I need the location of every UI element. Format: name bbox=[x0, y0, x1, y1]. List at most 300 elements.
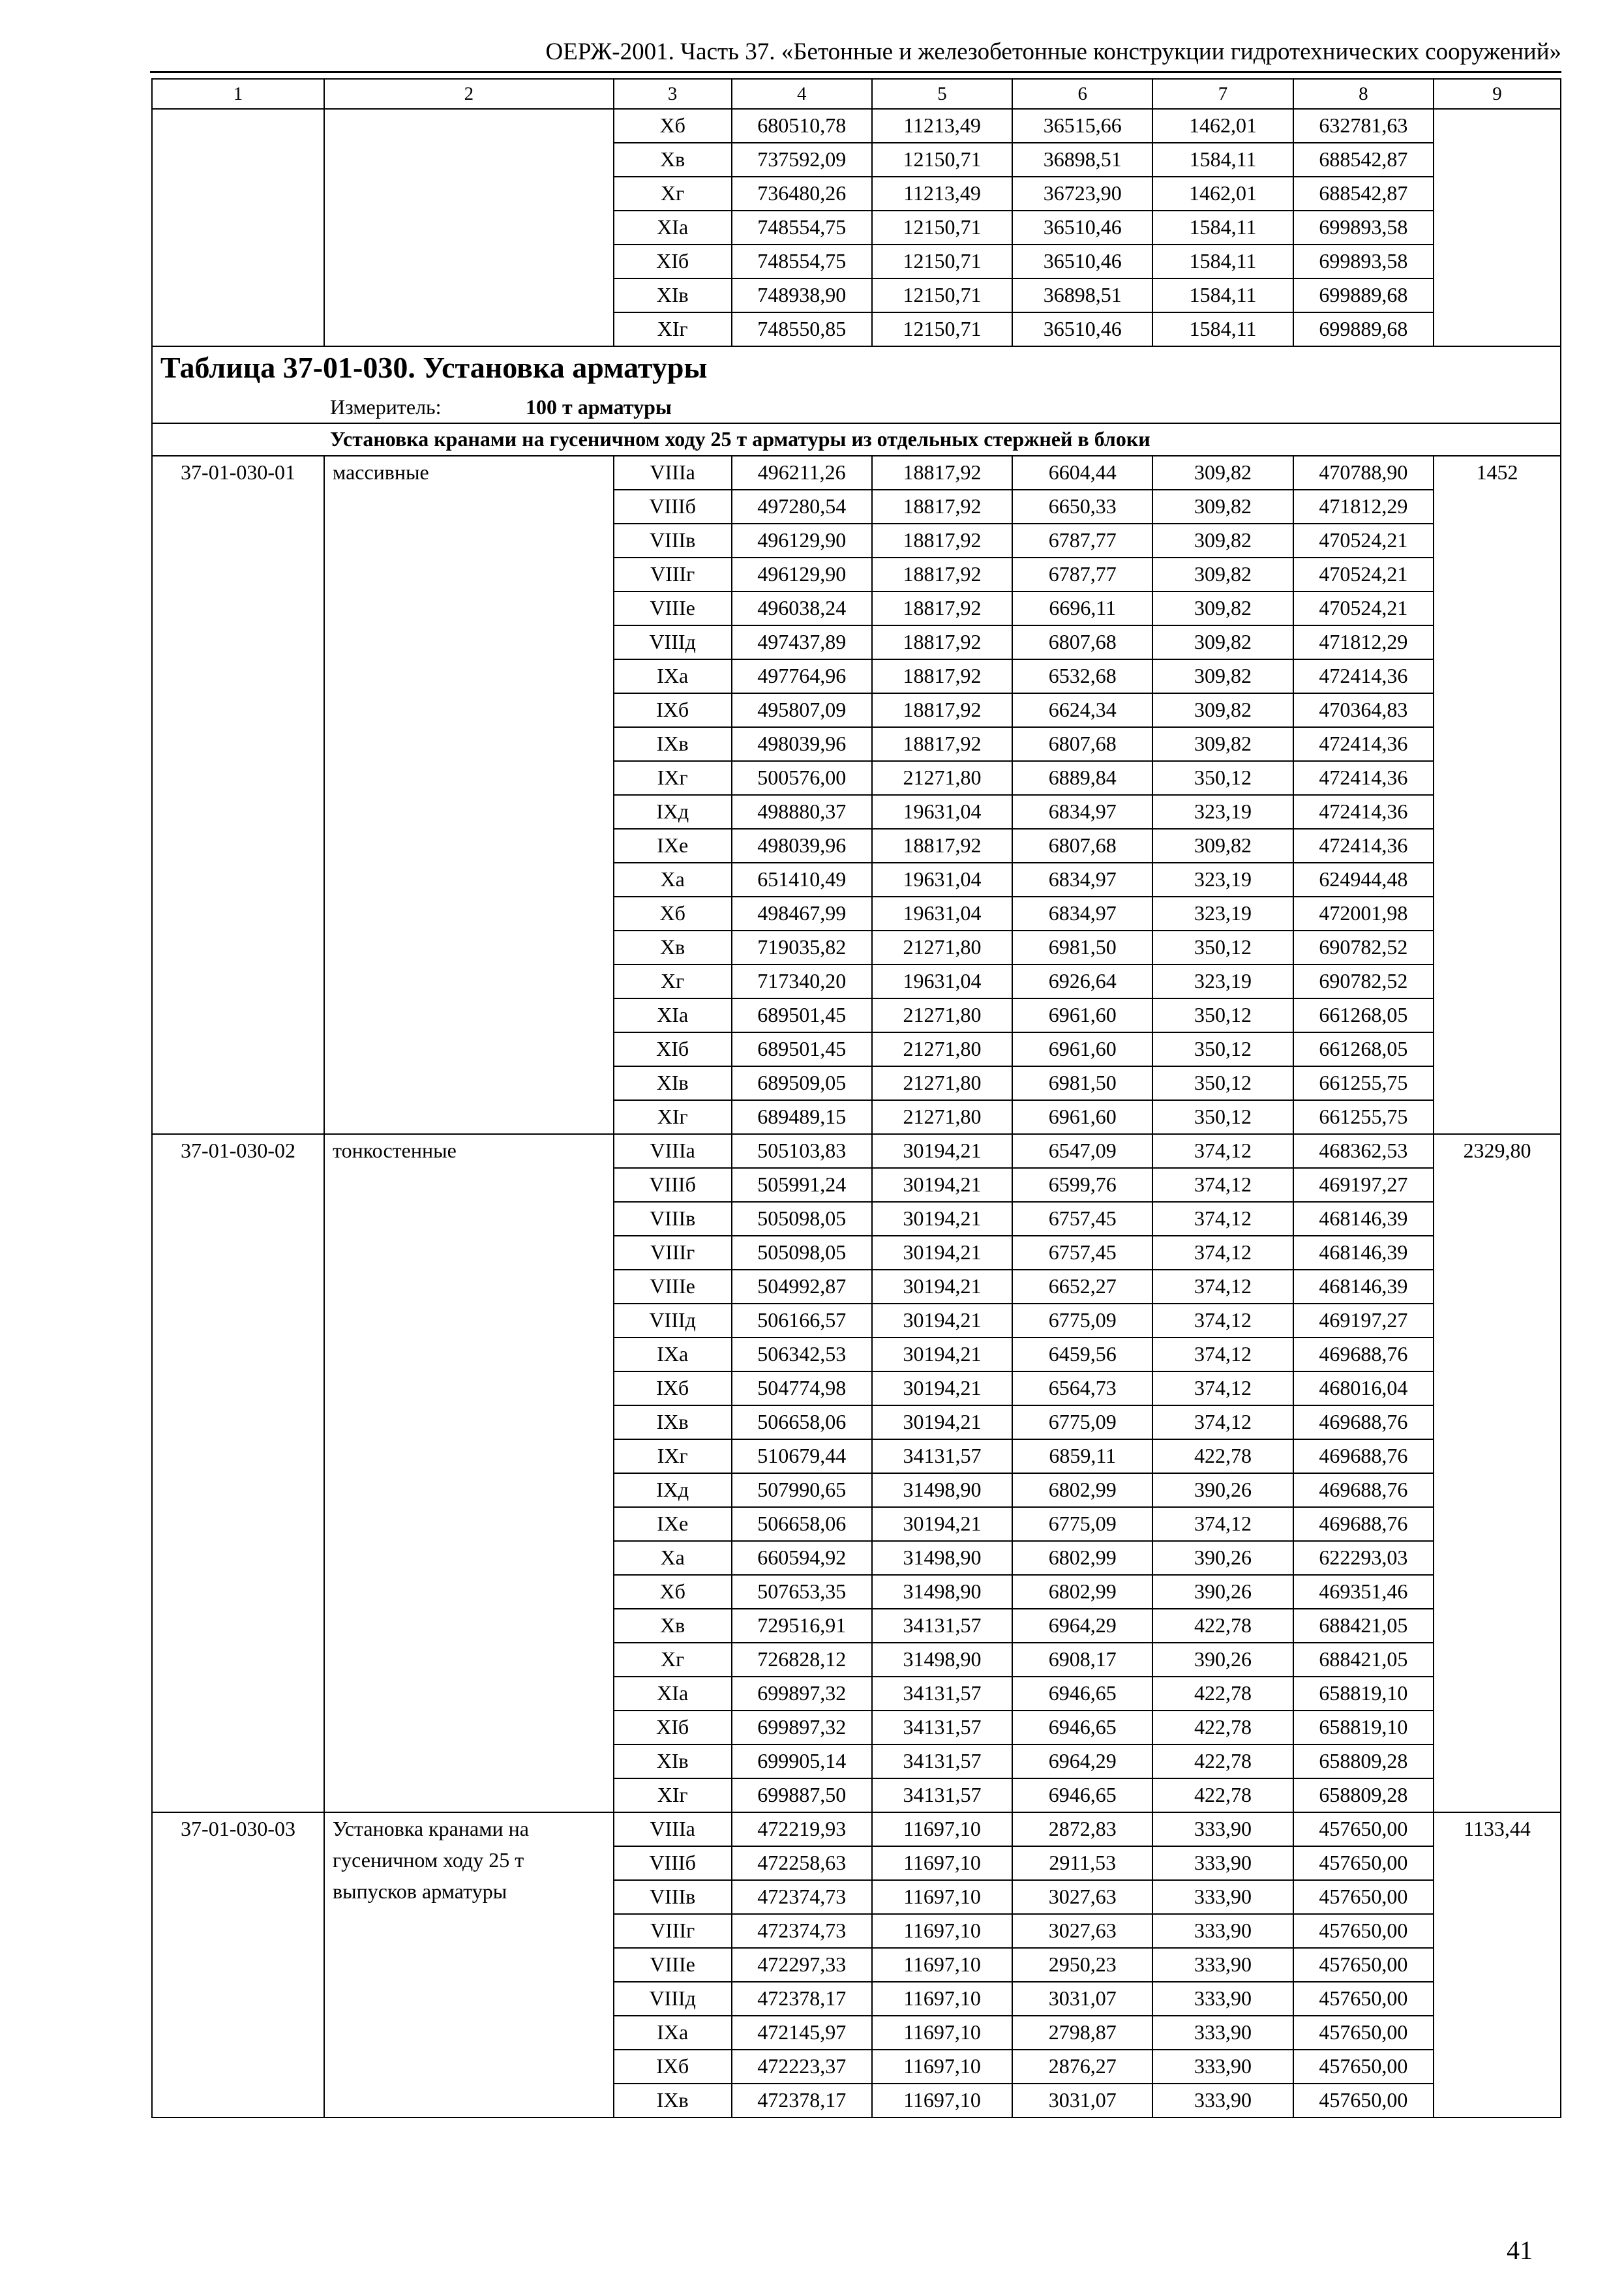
value-cell: 699887,50 bbox=[732, 1778, 872, 1812]
value-cell: 6908,17 bbox=[1012, 1643, 1152, 1677]
rates-table bbox=[151, 78, 1561, 2118]
value-cell: 6757,45 bbox=[1012, 1202, 1152, 1236]
name-cell bbox=[324, 109, 614, 346]
value-cell: 30194,21 bbox=[872, 1270, 1012, 1304]
column-number-cell: 4 bbox=[732, 79, 872, 109]
zone-cell: VIIIа bbox=[614, 1812, 732, 1846]
zone-cell: ХIб bbox=[614, 1711, 732, 1744]
value-cell: 30194,21 bbox=[872, 1168, 1012, 1202]
value-cell: 472414,36 bbox=[1293, 727, 1434, 761]
value-cell: 31498,90 bbox=[872, 1541, 1012, 1575]
col9-cell: 1452 bbox=[1434, 456, 1561, 1134]
zone-cell: ХIг bbox=[614, 1778, 732, 1812]
value-cell: 11213,49 bbox=[872, 109, 1012, 143]
value-cell: 457650,00 bbox=[1293, 1812, 1434, 1846]
value-cell: 6859,11 bbox=[1012, 1439, 1152, 1473]
value-cell: 309,82 bbox=[1152, 490, 1293, 524]
value-cell: 469688,76 bbox=[1293, 1507, 1434, 1541]
value-cell: 350,12 bbox=[1152, 1032, 1293, 1066]
value-cell: 688542,87 bbox=[1293, 143, 1434, 177]
value-cell: 496211,26 bbox=[732, 456, 872, 490]
value-cell: 472145,97 bbox=[732, 2016, 872, 2050]
value-cell: 309,82 bbox=[1152, 591, 1293, 625]
zone-cell: VIIIг bbox=[614, 1914, 732, 1948]
value-cell: 1584,11 bbox=[1152, 245, 1293, 278]
value-cell: 18817,92 bbox=[872, 490, 1012, 524]
value-cell: 422,78 bbox=[1152, 1778, 1293, 1812]
value-cell: 11697,10 bbox=[872, 2050, 1012, 2084]
value-cell: 34131,57 bbox=[872, 1677, 1012, 1711]
value-cell: 6926,64 bbox=[1012, 965, 1152, 998]
section-title: Установка кранами на гусеничном ходу 25 т арматуры из отдельных стержней в блоки bbox=[152, 423, 1561, 456]
zone-cell: IХе bbox=[614, 829, 732, 863]
value-cell: 498039,96 bbox=[732, 727, 872, 761]
value-cell: 390,26 bbox=[1152, 1541, 1293, 1575]
value-cell: 689509,05 bbox=[732, 1066, 872, 1100]
value-cell: 472414,36 bbox=[1293, 761, 1434, 795]
value-cell: 699897,32 bbox=[732, 1677, 872, 1711]
value-cell: 11213,49 bbox=[872, 177, 1012, 211]
table-row bbox=[152, 456, 1561, 490]
value-cell: 457650,00 bbox=[1293, 1846, 1434, 1880]
value-cell: 18817,92 bbox=[872, 524, 1012, 558]
value-cell: 468146,39 bbox=[1293, 1236, 1434, 1270]
value-cell: 6981,50 bbox=[1012, 931, 1152, 965]
value-cell: 6802,99 bbox=[1012, 1473, 1152, 1507]
value-cell: 472378,17 bbox=[732, 2084, 872, 2117]
value-cell: 2876,27 bbox=[1012, 2050, 1152, 2084]
value-cell: 472223,37 bbox=[732, 2050, 872, 2084]
value-cell: 422,78 bbox=[1152, 1609, 1293, 1643]
value-cell: 11697,10 bbox=[872, 2016, 1012, 2050]
value-cell: 6946,65 bbox=[1012, 1711, 1152, 1744]
value-cell: 11697,10 bbox=[872, 1914, 1012, 1948]
value-cell: 374,12 bbox=[1152, 1202, 1293, 1236]
value-cell: 500576,00 bbox=[732, 761, 872, 795]
column-number-cell: 6 bbox=[1012, 79, 1152, 109]
value-cell: 333,90 bbox=[1152, 1948, 1293, 1982]
table-row bbox=[152, 1812, 1561, 1846]
value-cell: 497764,96 bbox=[732, 659, 872, 693]
value-cell: 468016,04 bbox=[1293, 1371, 1434, 1405]
value-cell: 6696,11 bbox=[1012, 591, 1152, 625]
value-cell: 422,78 bbox=[1152, 1744, 1293, 1778]
value-cell: 651410,49 bbox=[732, 863, 872, 897]
value-cell: 469197,27 bbox=[1293, 1304, 1434, 1338]
table-body bbox=[152, 79, 1561, 2117]
value-cell: 457650,00 bbox=[1293, 1948, 1434, 1982]
value-cell: 3027,63 bbox=[1012, 1880, 1152, 1914]
value-cell: 6787,77 bbox=[1012, 524, 1152, 558]
column-number-cell: 3 bbox=[614, 79, 732, 109]
table-row bbox=[152, 109, 1561, 143]
value-cell: 1584,11 bbox=[1152, 312, 1293, 346]
value-cell: 457650,00 bbox=[1293, 1982, 1434, 2016]
zone-cell: IХе bbox=[614, 1507, 732, 1541]
value-cell: 333,90 bbox=[1152, 2050, 1293, 2084]
value-cell: 690782,52 bbox=[1293, 965, 1434, 998]
value-cell: 699893,58 bbox=[1293, 211, 1434, 245]
value-cell: 506342,53 bbox=[732, 1338, 872, 1371]
value-cell: 21271,80 bbox=[872, 998, 1012, 1032]
value-cell: 468146,39 bbox=[1293, 1270, 1434, 1304]
value-cell: 374,12 bbox=[1152, 1405, 1293, 1439]
value-cell: 6757,45 bbox=[1012, 1236, 1152, 1270]
column-number-cell: 9 bbox=[1434, 79, 1561, 109]
zone-cell: Хб bbox=[614, 1575, 732, 1609]
column-number-cell: 5 bbox=[872, 79, 1012, 109]
column-number-row bbox=[152, 79, 1561, 109]
value-cell: 21271,80 bbox=[872, 761, 1012, 795]
value-cell: 6459,56 bbox=[1012, 1338, 1152, 1371]
zone-cell: Хв bbox=[614, 931, 732, 965]
value-cell: 390,26 bbox=[1152, 1643, 1293, 1677]
value-cell: 689501,45 bbox=[732, 1032, 872, 1066]
value-cell: 309,82 bbox=[1152, 625, 1293, 659]
value-cell: 6981,50 bbox=[1012, 1066, 1152, 1100]
value-cell: 470788,90 bbox=[1293, 456, 1434, 490]
col9-cell: 2329,80 bbox=[1434, 1134, 1561, 1812]
value-cell: 497280,54 bbox=[732, 490, 872, 524]
value-cell: 18817,92 bbox=[872, 625, 1012, 659]
value-cell: 1584,11 bbox=[1152, 278, 1293, 312]
value-cell: 469688,76 bbox=[1293, 1338, 1434, 1371]
value-cell: 6802,99 bbox=[1012, 1575, 1152, 1609]
zone-cell: IХа bbox=[614, 659, 732, 693]
value-cell: 6889,84 bbox=[1012, 761, 1152, 795]
measurer-value: 100 т арматуры bbox=[526, 395, 672, 419]
value-cell: 19631,04 bbox=[872, 897, 1012, 931]
value-cell: 6775,09 bbox=[1012, 1304, 1152, 1338]
value-cell: 469688,76 bbox=[1293, 1473, 1434, 1507]
value-cell: 748554,75 bbox=[732, 211, 872, 245]
value-cell: 661255,75 bbox=[1293, 1100, 1434, 1134]
value-cell: 350,12 bbox=[1152, 998, 1293, 1032]
value-cell: 748554,75 bbox=[732, 245, 872, 278]
zone-cell: VIIIе bbox=[614, 1270, 732, 1304]
value-cell: 374,12 bbox=[1152, 1304, 1293, 1338]
zone-cell: ХIв bbox=[614, 1066, 732, 1100]
value-cell: 6652,27 bbox=[1012, 1270, 1152, 1304]
zone-cell: VIIIв bbox=[614, 1880, 732, 1914]
value-cell: 6961,60 bbox=[1012, 1032, 1152, 1066]
value-cell: 374,12 bbox=[1152, 1338, 1293, 1371]
value-cell: 472414,36 bbox=[1293, 795, 1434, 829]
value-cell: 21271,80 bbox=[872, 1100, 1012, 1134]
value-cell: 21271,80 bbox=[872, 1032, 1012, 1066]
value-cell: 470364,83 bbox=[1293, 693, 1434, 727]
zone-cell: VIIIд bbox=[614, 625, 732, 659]
measurer-label: Измеритель: bbox=[330, 395, 442, 419]
value-cell: 507653,35 bbox=[732, 1575, 872, 1609]
value-cell: 12150,71 bbox=[872, 245, 1012, 278]
code-cell bbox=[152, 109, 324, 346]
value-cell: 31498,90 bbox=[872, 1575, 1012, 1609]
header-rule bbox=[150, 71, 1561, 73]
value-cell: 504774,98 bbox=[732, 1371, 872, 1405]
value-cell: 11697,10 bbox=[872, 2084, 1012, 2117]
zone-cell: ХIб bbox=[614, 1032, 732, 1066]
zone-cell: VIIIб bbox=[614, 1168, 732, 1202]
value-cell: 350,12 bbox=[1152, 761, 1293, 795]
code-cell: 37-01-030-02 bbox=[152, 1134, 324, 1812]
value-cell: 374,12 bbox=[1152, 1507, 1293, 1541]
value-cell: 6964,29 bbox=[1012, 1744, 1152, 1778]
value-cell: 699893,58 bbox=[1293, 245, 1434, 278]
value-cell: 457650,00 bbox=[1293, 2016, 1434, 2050]
value-cell: 34131,57 bbox=[872, 1778, 1012, 1812]
value-cell: 34131,57 bbox=[872, 1439, 1012, 1473]
value-cell: 505103,83 bbox=[732, 1134, 872, 1168]
value-cell: 6547,09 bbox=[1012, 1134, 1152, 1168]
zone-cell: Хг bbox=[614, 177, 732, 211]
zone-cell: IХа bbox=[614, 2016, 732, 2050]
value-cell: 472001,98 bbox=[1293, 897, 1434, 931]
value-cell: 18817,92 bbox=[872, 693, 1012, 727]
value-cell: 469351,46 bbox=[1293, 1575, 1434, 1609]
value-cell: 737592,09 bbox=[732, 143, 872, 177]
value-cell: 6961,60 bbox=[1012, 1100, 1152, 1134]
value-cell: 18817,92 bbox=[872, 659, 1012, 693]
column-number-cell: 1 bbox=[152, 79, 324, 109]
value-cell: 11697,10 bbox=[872, 1846, 1012, 1880]
value-cell: 689489,15 bbox=[732, 1100, 872, 1134]
table-row bbox=[152, 1134, 1561, 1168]
zone-cell: Хв bbox=[614, 143, 732, 177]
zone-cell: ХIг bbox=[614, 1100, 732, 1134]
code-cell: 37-01-030-01 bbox=[152, 456, 324, 1134]
value-cell: 498880,37 bbox=[732, 795, 872, 829]
value-cell: 2911,53 bbox=[1012, 1846, 1152, 1880]
value-cell: 1584,11 bbox=[1152, 143, 1293, 177]
value-cell: 470524,21 bbox=[1293, 524, 1434, 558]
value-cell: 1584,11 bbox=[1152, 211, 1293, 245]
value-cell: 6946,65 bbox=[1012, 1778, 1152, 1812]
value-cell: 457650,00 bbox=[1293, 1880, 1434, 1914]
zone-cell: VIIIа bbox=[614, 456, 732, 490]
measurer-cell bbox=[152, 393, 1561, 423]
value-cell: 699905,14 bbox=[732, 1744, 872, 1778]
value-cell: 3027,63 bbox=[1012, 1914, 1152, 1948]
value-cell: 457650,00 bbox=[1293, 2050, 1434, 2084]
value-cell: 374,12 bbox=[1152, 1236, 1293, 1270]
value-cell: 699889,68 bbox=[1293, 312, 1434, 346]
value-cell: 497437,89 bbox=[732, 625, 872, 659]
value-cell: 6834,97 bbox=[1012, 897, 1152, 931]
zone-cell: Хг bbox=[614, 1643, 732, 1677]
value-cell: 30194,21 bbox=[872, 1304, 1012, 1338]
zone-cell: IХд bbox=[614, 1473, 732, 1507]
value-cell: 6807,68 bbox=[1012, 625, 1152, 659]
value-cell: 333,90 bbox=[1152, 1914, 1293, 1948]
value-cell: 390,26 bbox=[1152, 1575, 1293, 1609]
value-cell: 472374,73 bbox=[732, 1880, 872, 1914]
zone-cell: ХIа bbox=[614, 1677, 732, 1711]
zone-cell: ХIа bbox=[614, 998, 732, 1032]
value-cell: 30194,21 bbox=[872, 1134, 1012, 1168]
value-cell: 6650,33 bbox=[1012, 490, 1152, 524]
value-cell: 624944,48 bbox=[1293, 863, 1434, 897]
zone-cell: VIIIг bbox=[614, 1236, 732, 1270]
value-cell: 21271,80 bbox=[872, 1066, 1012, 1100]
value-cell: 507990,65 bbox=[732, 1473, 872, 1507]
zone-cell: VIIIг bbox=[614, 558, 732, 591]
value-cell: 717340,20 bbox=[732, 965, 872, 998]
value-cell: 422,78 bbox=[1152, 1439, 1293, 1473]
zone-cell: IХа bbox=[614, 1338, 732, 1371]
value-cell: 36510,46 bbox=[1012, 312, 1152, 346]
column-number-cell: 8 bbox=[1293, 79, 1434, 109]
value-cell: 309,82 bbox=[1152, 524, 1293, 558]
value-cell: 18817,92 bbox=[872, 829, 1012, 863]
value-cell: 6599,76 bbox=[1012, 1168, 1152, 1202]
zone-cell: IХг bbox=[614, 761, 732, 795]
zone-cell: Ха bbox=[614, 863, 732, 897]
value-cell: 622293,03 bbox=[1293, 1541, 1434, 1575]
value-cell: 472258,63 bbox=[732, 1846, 872, 1880]
value-cell: 498467,99 bbox=[732, 897, 872, 931]
value-cell: 498039,96 bbox=[732, 829, 872, 863]
value-cell: 1462,01 bbox=[1152, 177, 1293, 211]
value-cell: 496038,24 bbox=[732, 591, 872, 625]
value-cell: 6604,44 bbox=[1012, 456, 1152, 490]
value-cell: 30194,21 bbox=[872, 1202, 1012, 1236]
value-cell: 472219,93 bbox=[732, 1812, 872, 1846]
zone-cell: IХб bbox=[614, 2050, 732, 2084]
value-cell: 469688,76 bbox=[1293, 1405, 1434, 1439]
value-cell: 350,12 bbox=[1152, 931, 1293, 965]
value-cell: 6964,29 bbox=[1012, 1609, 1152, 1643]
zone-cell: IХб bbox=[614, 1371, 732, 1405]
zone-cell: IХг bbox=[614, 1439, 732, 1473]
name-cell: массивные bbox=[324, 456, 614, 1134]
value-cell: 374,12 bbox=[1152, 1134, 1293, 1168]
value-cell: 350,12 bbox=[1152, 1066, 1293, 1100]
value-cell: 469197,27 bbox=[1293, 1168, 1434, 1202]
value-cell: 309,82 bbox=[1152, 693, 1293, 727]
value-cell: 6624,34 bbox=[1012, 693, 1152, 727]
zone-cell: IХв bbox=[614, 1405, 732, 1439]
value-cell: 309,82 bbox=[1152, 558, 1293, 591]
value-cell: 472378,17 bbox=[732, 1982, 872, 2016]
value-cell: 496129,90 bbox=[732, 524, 872, 558]
zone-cell: ХIв bbox=[614, 278, 732, 312]
value-cell: 422,78 bbox=[1152, 1711, 1293, 1744]
value-cell: 11697,10 bbox=[872, 1948, 1012, 1982]
value-cell: 36510,46 bbox=[1012, 211, 1152, 245]
value-cell: 11697,10 bbox=[872, 1982, 1012, 2016]
value-cell: 505098,05 bbox=[732, 1202, 872, 1236]
value-cell: 12150,71 bbox=[872, 278, 1012, 312]
value-cell: 36515,66 bbox=[1012, 109, 1152, 143]
zone-cell: ХIг bbox=[614, 312, 732, 346]
name-cell: тонкостенные bbox=[324, 1134, 614, 1812]
value-cell: 333,90 bbox=[1152, 1812, 1293, 1846]
value-cell: 18817,92 bbox=[872, 456, 1012, 490]
value-cell: 374,12 bbox=[1152, 1371, 1293, 1405]
value-cell: 422,78 bbox=[1152, 1677, 1293, 1711]
value-cell: 333,90 bbox=[1152, 2084, 1293, 2117]
section-title-row bbox=[152, 423, 1561, 456]
zone-cell: VIIIв bbox=[614, 524, 732, 558]
value-cell: 19631,04 bbox=[872, 965, 1012, 998]
value-cell: 323,19 bbox=[1152, 863, 1293, 897]
column-number-cell: 7 bbox=[1152, 79, 1293, 109]
zone-cell: Хб bbox=[614, 897, 732, 931]
value-cell: 661268,05 bbox=[1293, 1032, 1434, 1066]
value-cell: 309,82 bbox=[1152, 829, 1293, 863]
value-cell: 2872,83 bbox=[1012, 1812, 1152, 1846]
value-cell: 495807,09 bbox=[732, 693, 872, 727]
value-cell: 12150,71 bbox=[872, 312, 1012, 346]
value-cell: 506658,06 bbox=[732, 1405, 872, 1439]
value-cell: 3031,07 bbox=[1012, 1982, 1152, 2016]
value-cell: 690782,52 bbox=[1293, 931, 1434, 965]
value-cell: 30194,21 bbox=[872, 1236, 1012, 1270]
zone-cell: VIIIе bbox=[614, 591, 732, 625]
value-cell: 323,19 bbox=[1152, 897, 1293, 931]
value-cell: 6946,65 bbox=[1012, 1677, 1152, 1711]
value-cell: 506166,57 bbox=[732, 1304, 872, 1338]
value-cell: 468146,39 bbox=[1293, 1202, 1434, 1236]
value-cell: 689501,45 bbox=[732, 998, 872, 1032]
value-cell: 472297,33 bbox=[732, 1948, 872, 1982]
value-cell: 688542,87 bbox=[1293, 177, 1434, 211]
zone-cell: IХв bbox=[614, 2084, 732, 2117]
value-cell: 323,19 bbox=[1152, 965, 1293, 998]
value-cell: 680510,78 bbox=[732, 109, 872, 143]
value-cell: 6807,68 bbox=[1012, 829, 1152, 863]
zone-cell: VIIIа bbox=[614, 1134, 732, 1168]
value-cell: 21271,80 bbox=[872, 931, 1012, 965]
value-cell: 19631,04 bbox=[872, 863, 1012, 897]
value-cell: 632781,63 bbox=[1293, 109, 1434, 143]
value-cell: 472414,36 bbox=[1293, 829, 1434, 863]
value-cell: 309,82 bbox=[1152, 727, 1293, 761]
value-cell: 658809,28 bbox=[1293, 1778, 1434, 1812]
value-cell: 468362,53 bbox=[1293, 1134, 1434, 1168]
value-cell: 333,90 bbox=[1152, 1880, 1293, 1914]
zone-cell: IХб bbox=[614, 693, 732, 727]
value-cell: 661268,05 bbox=[1293, 998, 1434, 1032]
value-cell: 1462,01 bbox=[1152, 109, 1293, 143]
value-cell: 333,90 bbox=[1152, 2016, 1293, 2050]
value-cell: 323,19 bbox=[1152, 795, 1293, 829]
zone-cell: IХв bbox=[614, 727, 732, 761]
zone-cell: Хв bbox=[614, 1609, 732, 1643]
value-cell: 504992,87 bbox=[732, 1270, 872, 1304]
value-cell: 470524,21 bbox=[1293, 591, 1434, 625]
value-cell: 374,12 bbox=[1152, 1168, 1293, 1202]
value-cell: 6802,99 bbox=[1012, 1541, 1152, 1575]
value-cell: 390,26 bbox=[1152, 1473, 1293, 1507]
value-cell: 309,82 bbox=[1152, 456, 1293, 490]
table-title: Таблица 37-01-030. Установка арматуры bbox=[152, 346, 1561, 393]
zone-cell: VIIIд bbox=[614, 1982, 732, 2016]
value-cell: 19631,04 bbox=[872, 795, 1012, 829]
value-cell: 699897,32 bbox=[732, 1711, 872, 1744]
value-cell: 6775,09 bbox=[1012, 1405, 1152, 1439]
column-number-cell: 2 bbox=[324, 79, 614, 109]
zone-cell: ХIб bbox=[614, 245, 732, 278]
value-cell: 31498,90 bbox=[872, 1473, 1012, 1507]
value-cell: 726828,12 bbox=[732, 1643, 872, 1677]
zone-cell: VIIIб bbox=[614, 490, 732, 524]
zone-cell: VIIIд bbox=[614, 1304, 732, 1338]
code-cell: 37-01-030-03 bbox=[152, 1812, 324, 2117]
value-cell: 688421,05 bbox=[1293, 1609, 1434, 1643]
value-cell: 506658,06 bbox=[732, 1507, 872, 1541]
